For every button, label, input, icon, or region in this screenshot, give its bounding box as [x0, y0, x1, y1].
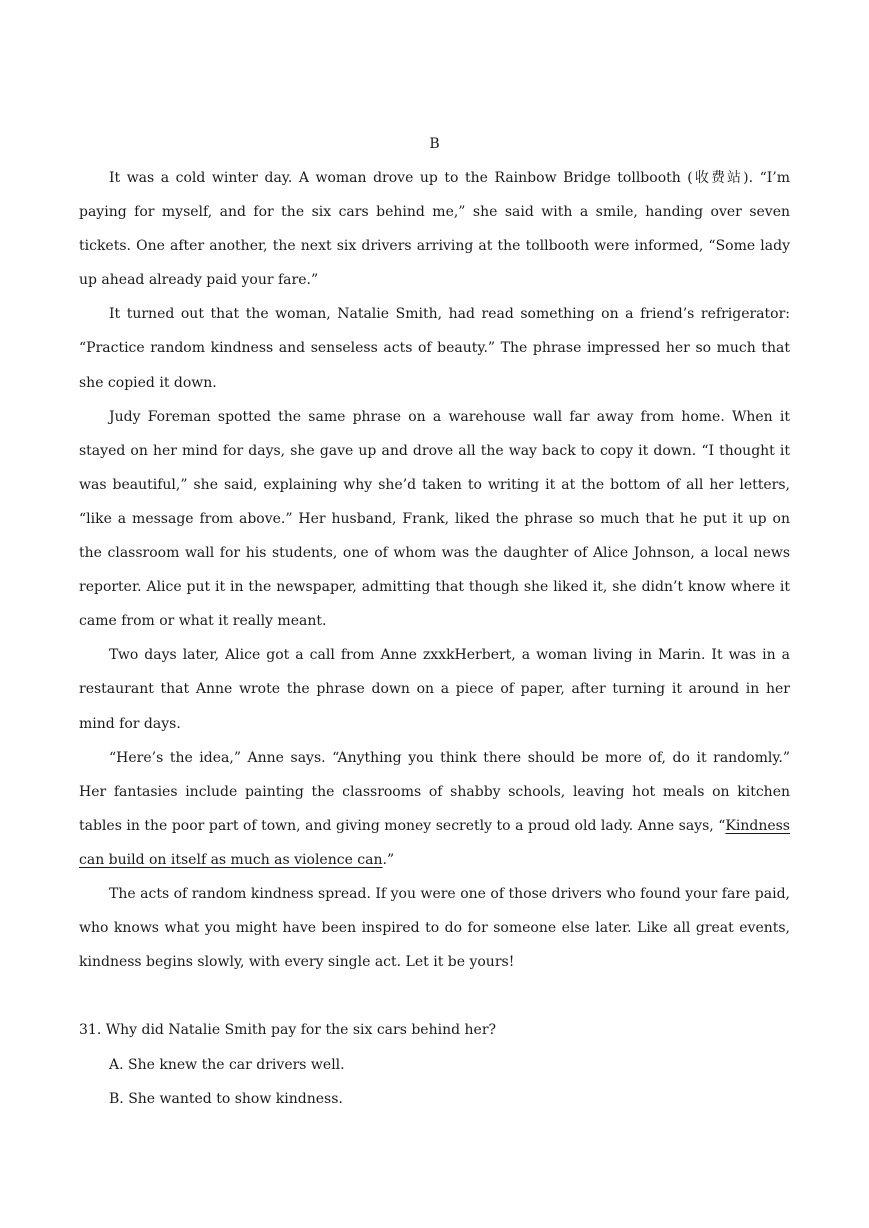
option-b[interactable]: B. She wanted to show kindness.: [109, 1091, 343, 1108]
passage-paragraph-3: Judy Foreman spotted the same phrase on a warehouse wall far away from home. When it stayed on her mind for days, she gave up and drove all the way back to copy it down. “I thought it was beautiful,” she said, explaining why she’d taken to writing it at the bottom of all her letters, “like a message from above.” Her husband, Frank, liked the phrase so much that he put it up on the classroom wall for his students, one of whom was the daughter of Alice Johnson, a local news reporter. Alice put it in the newspaper, admitting that though she liked it, she didn’t know where it came from or what it really meant.: [79, 408, 790, 630]
passage-paragraph-2: It turned out that the woman, Natalie Smith, had read something on a friend’s refrigerator: “Practice random kindness and senseless acts of beauty.” The phrase impressed her so much that she copied it down.: [79, 306, 790, 391]
section-heading: B: [429, 136, 440, 152]
paragraph-5-text-after: .”: [382, 851, 395, 868]
question-31: [79, 1013, 790, 1117]
underlined-sentence: Kindness can build on itself as much as violence can: [79, 817, 790, 868]
passage-paragraph-1: It was a cold winter day. A woman drove up to the Rainbow Bridge tollbooth (收费站). “I’m paying for myself, and for the six cars behind me,” she said with a smile, handing over seven tickets. One after another, the next six drivers arriving at the tollbooth were informed, “Some lady up ahead already paid your fare.”: [79, 170, 790, 289]
passage-paragraph-6: The acts of random kindness spread. If you were one of those drivers who found your fare paid, who knows what you might have been inspired to do for someone else later. Like all great events, kindness begins slowly, with every single act. Let it be yours!: [79, 885, 790, 971]
passage-paragraph-5: [79, 741, 790, 877]
passage-paragraph-4: Two days later, Alice got a call from Anne zxxkHerbert, a woman living in Marin. It was in a restaurant that Anne wrote the phrase down on a piece of paper, after turning it around in her mind for days.: [79, 647, 790, 732]
question-stem: 31. Why did Natalie Smith pay for the six cars behind her?: [79, 1022, 497, 1039]
option-a[interactable]: A. She knew the car drivers well.: [109, 1056, 345, 1073]
document-page: [79, 127, 790, 1117]
paragraph-5-text-before: “Here’s the idea,” Anne says. “Anything you think there should be more of, do it randomly.” Her fantasies include painting the classrooms of shabby schools, leaving hot meals on kitchen tables in the poor part of town, and giving money secretly to a proud old lady. Anne says, “: [79, 749, 790, 834]
